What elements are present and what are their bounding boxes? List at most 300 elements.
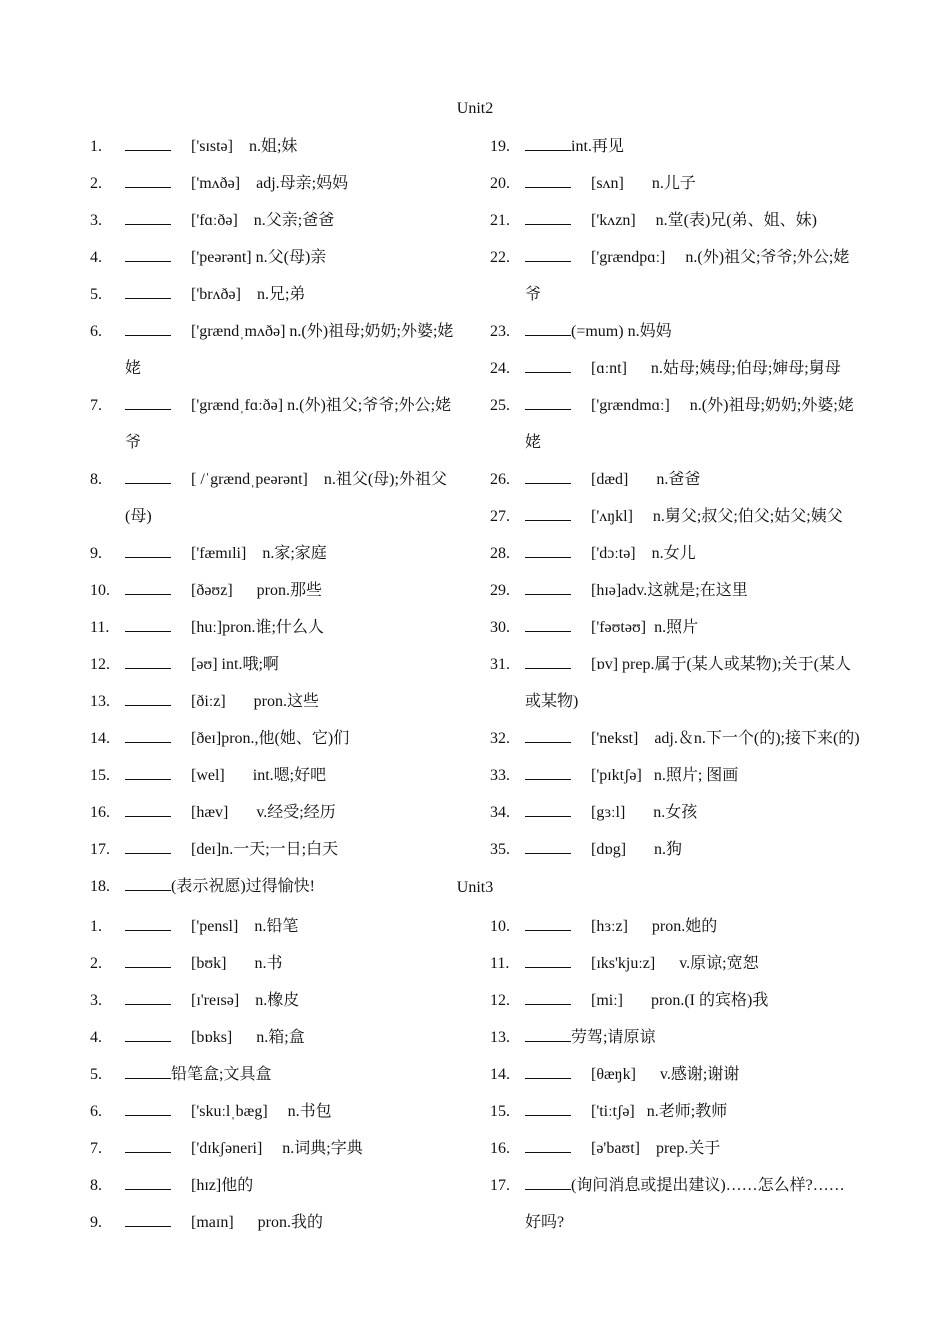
- entry-body: [125, 609, 460, 646]
- entry-body: [125, 646, 460, 683]
- vocab-entry: [490, 239, 860, 313]
- answer-blank[interactable]: [525, 243, 571, 262]
- entry-number: 1.: [90, 918, 102, 935]
- vocab-entry: [90, 683, 460, 720]
- unit3-left-column: [90, 908, 460, 1241]
- entry-number: 2.: [90, 955, 102, 972]
- meaning: (=mum) n.妈妈: [571, 323, 672, 340]
- vocab-entry: [90, 239, 460, 276]
- answer-blank[interactable]: [525, 391, 571, 410]
- entry-body: [525, 757, 860, 794]
- meaning: n.(外)祖母;奶奶;外婆;姥姥: [525, 397, 854, 451]
- entry-body: [525, 239, 860, 313]
- entry-number: 24.: [490, 360, 510, 377]
- phonetic: [ɒv]: [591, 656, 623, 673]
- entry-body: [525, 945, 860, 982]
- vocab-entry: [90, 720, 460, 757]
- entry-number: 25.: [490, 397, 510, 414]
- entry-number: 27.: [490, 508, 510, 525]
- phonetic: ['pɪktʃə]: [591, 767, 654, 784]
- phonetic: [ɪ'reɪsə]: [191, 992, 256, 1009]
- meaning: n.铅笔: [254, 918, 299, 935]
- phonetic: [ðeɪ]: [191, 730, 222, 747]
- entry-body: [125, 1167, 460, 1204]
- entry-number: 33.: [490, 767, 510, 784]
- meaning: v.原谅;宽恕: [679, 955, 759, 972]
- answer-blank[interactable]: [125, 1171, 171, 1190]
- vocab-entry: [90, 1167, 460, 1204]
- answer-blank[interactable]: [525, 539, 571, 558]
- answer-blank[interactable]: [125, 687, 171, 706]
- meaning: n.儿子: [651, 175, 696, 192]
- meaning: v.感谢;谢谢: [659, 1066, 740, 1083]
- answer-blank[interactable]: [125, 798, 171, 817]
- entry-body: [525, 387, 860, 461]
- vocab-entry: [90, 1130, 460, 1167]
- meaning: int.哦;啊: [221, 656, 279, 673]
- phonetic: [huː]: [191, 619, 223, 636]
- entry-number: 12.: [90, 656, 110, 673]
- meaning: n.祖父(母);外祖父(母): [125, 471, 447, 525]
- entry-body: [125, 461, 460, 535]
- vocab-entry: [490, 609, 860, 646]
- entry-number: 4.: [90, 249, 102, 266]
- unit2-title: Unit2: [456, 100, 494, 117]
- phonetic: [ə'baʊt]: [591, 1140, 656, 1157]
- phonetic: ['fəʊtəʊ]: [591, 619, 655, 636]
- phonetic: [hɪz]: [191, 1177, 222, 1194]
- vocab-entry: [90, 387, 460, 461]
- entry-number: 19.: [490, 138, 510, 155]
- meaning: n.堂(表)兄(弟、姐、妹): [655, 212, 817, 229]
- meaning: n.老师;教师: [646, 1103, 728, 1120]
- entry-body: [125, 1204, 460, 1241]
- vocab-entry: [490, 720, 860, 757]
- meaning: pron.谁;什么人: [222, 619, 324, 636]
- entry-body: [525, 908, 860, 945]
- phonetic: [ɪks'kjuːz]: [591, 955, 680, 972]
- entry-body: [125, 572, 460, 609]
- answer-blank[interactable]: [125, 1097, 171, 1116]
- vocab-entry: [490, 1130, 860, 1167]
- entry-body: [125, 128, 460, 165]
- entry-number: 3.: [90, 212, 102, 229]
- vocab-entry: [90, 1056, 460, 1093]
- entry-number: 15.: [490, 1103, 510, 1120]
- entry-body: [125, 276, 460, 313]
- vocab-entry: [90, 794, 460, 831]
- answer-blank[interactable]: [525, 798, 571, 817]
- answer-blank[interactable]: [525, 949, 571, 968]
- meaning: n.姐;妹: [248, 138, 298, 155]
- answer-blank[interactable]: [525, 650, 571, 669]
- vocab-entry: [490, 1093, 860, 1130]
- unit2-right-column: [490, 128, 860, 868]
- entry-number: 29.: [490, 582, 510, 599]
- meaning: (询问消息或提出建议)……怎么样?……好吗?: [525, 1177, 845, 1231]
- entry-number: 35.: [490, 841, 510, 858]
- meaning: n.一天;一日;白天: [221, 841, 339, 858]
- entry-number: 16.: [90, 804, 110, 821]
- answer-blank[interactable]: [525, 761, 571, 780]
- entry-number: 12.: [490, 992, 510, 1009]
- entry-number: 32.: [490, 730, 510, 747]
- vocab-entry: [90, 202, 460, 239]
- entry-body: [525, 572, 860, 609]
- entry-body: [525, 535, 860, 572]
- entry-body: [125, 1093, 460, 1130]
- meaning: n.箱;盒: [256, 1029, 305, 1046]
- vocab-entry: [490, 945, 860, 982]
- entry-number: 13.: [90, 693, 110, 710]
- vocab-entry: [490, 461, 860, 498]
- entry-number: 17.: [90, 841, 110, 858]
- answer-blank[interactable]: [525, 613, 571, 632]
- vocab-entry: [90, 831, 460, 868]
- meaning: n.狗: [654, 841, 683, 858]
- meaning: n.照片; 图画: [653, 767, 739, 784]
- answer-blank[interactable]: [525, 1171, 571, 1190]
- entry-body: [525, 720, 860, 757]
- meaning: int.再见: [571, 138, 624, 155]
- meaning: pron.她的: [651, 918, 718, 935]
- meaning: v.经受;经历: [256, 804, 336, 821]
- entry-number: 14.: [90, 730, 110, 747]
- vocab-entry: [90, 757, 460, 794]
- vocab-entry: [90, 572, 460, 609]
- answer-blank[interactable]: [125, 613, 171, 632]
- vocab-entry: [490, 1167, 860, 1241]
- entry-body: [525, 350, 860, 387]
- entry-number: 7.: [90, 397, 102, 414]
- answer-blank[interactable]: [125, 317, 171, 336]
- phonetic: [wel]: [191, 767, 253, 784]
- vocab-entry: [490, 646, 860, 720]
- meaning: pron.,他(她、它)们: [221, 730, 350, 747]
- vocab-entry: [90, 945, 460, 982]
- phonetic: ['dɔːtə]: [591, 545, 652, 562]
- entry-number: 2.: [90, 175, 102, 192]
- answer-blank[interactable]: [525, 502, 571, 521]
- vocab-entry: [90, 461, 460, 535]
- entry-body: [525, 461, 860, 498]
- entry-number: 21.: [490, 212, 510, 229]
- entry-number: 14.: [490, 1066, 510, 1083]
- phonetic: ['kʌzn]: [591, 212, 656, 229]
- vocab-entry: [490, 128, 860, 165]
- answer-blank[interactable]: [125, 1134, 171, 1153]
- phonetic: ['brʌðə]: [191, 286, 257, 303]
- vocab-entry: [490, 313, 860, 350]
- entry-number: 15.: [90, 767, 110, 784]
- entry-body: [125, 1019, 460, 1056]
- vocab-entry: [490, 202, 860, 239]
- answer-blank[interactable]: [125, 986, 171, 1005]
- vocab-entry: [490, 1019, 860, 1056]
- vocab-entry: [90, 1204, 460, 1241]
- answer-blank[interactable]: [525, 576, 571, 595]
- entry-body: [125, 794, 460, 831]
- phonetic: [ðiːz]: [191, 693, 254, 710]
- entry-body: [125, 831, 460, 868]
- answer-blank[interactable]: [525, 1060, 571, 1079]
- phonetic: ['peərənt]: [191, 249, 256, 266]
- vocab-entry: [90, 609, 460, 646]
- phonetic: ['grændmɑː]: [591, 397, 690, 414]
- entry-number: 7.: [90, 1140, 102, 1157]
- phonetic: [əʊ]: [191, 656, 222, 673]
- meaning: pron.(I 的宾格)我: [651, 992, 769, 1009]
- entry-number: 11.: [490, 955, 510, 972]
- meaning: n.女孩: [653, 804, 698, 821]
- answer-blank[interactable]: [125, 465, 171, 484]
- vocab-entry: [90, 128, 460, 165]
- meaning: n.家;家庭: [262, 545, 327, 562]
- phonetic: [ɑːnt]: [591, 360, 651, 377]
- phonetic: [hæv]: [191, 804, 257, 821]
- phonetic: [miː]: [591, 992, 651, 1009]
- phonetic: [dɒg]: [591, 841, 655, 858]
- meaning: adj.母亲;妈妈: [256, 175, 349, 192]
- entry-number: 1.: [90, 138, 102, 155]
- answer-blank[interactable]: [125, 724, 171, 743]
- phonetic: [deɪ]: [191, 841, 222, 858]
- vocab-entry: [90, 982, 460, 1019]
- vocab-entry: [490, 350, 860, 387]
- entry-body: [525, 831, 860, 868]
- phonetic: ['dɪkʃəneri]: [191, 1140, 283, 1157]
- answer-blank[interactable]: [125, 132, 171, 151]
- meaning: int.嗯;好吧: [252, 767, 327, 784]
- meaning: adj.＆n.下一个(的);接下来(的): [654, 730, 860, 747]
- entry-number: 16.: [490, 1140, 510, 1157]
- meaning: n.照片: [654, 619, 699, 636]
- meaning: adv.这就是;在这里: [621, 582, 748, 599]
- unit3-title: Unit3: [456, 879, 494, 896]
- entry-body: [525, 982, 860, 1019]
- entry-body: [125, 387, 460, 461]
- answer-blank[interactable]: [525, 724, 571, 743]
- meaning: pron.这些: [253, 693, 319, 710]
- entry-body: [125, 720, 460, 757]
- entry-number: 5.: [90, 286, 102, 303]
- answer-blank[interactable]: [525, 317, 571, 336]
- answer-blank[interactable]: [125, 835, 171, 854]
- entry-body: [525, 498, 860, 535]
- entry-number: 10.: [490, 918, 510, 935]
- entry-number: 6.: [90, 1103, 102, 1120]
- phonetic: ['mʌðə]: [191, 175, 257, 192]
- meaning: pron.我的: [257, 1214, 323, 1231]
- phonetic: [hɪə]: [591, 582, 622, 599]
- meaning: n.书包: [287, 1103, 332, 1120]
- entry-number: 10.: [90, 582, 110, 599]
- phonetic: ['grændˌfɑːðə]: [191, 397, 288, 414]
- entry-number: 20.: [490, 175, 510, 192]
- entry-body: [525, 1130, 860, 1167]
- phonetic: [ /ˈgrændˌpeərənt]: [191, 471, 324, 488]
- entry-body: [525, 313, 860, 350]
- answer-blank[interactable]: [525, 912, 571, 931]
- answer-blank[interactable]: [525, 1097, 571, 1116]
- meaning: n.爸爸: [656, 471, 701, 488]
- vocab-entry: [490, 794, 860, 831]
- entry-body: [525, 794, 860, 831]
- meaning: pron.那些: [256, 582, 322, 599]
- meaning: n.(外)祖父;爷爷;外公;姥爷: [125, 397, 452, 451]
- meaning: n.父亲;爸爸: [253, 212, 335, 229]
- phonetic: [maɪn]: [191, 1214, 258, 1231]
- entry-body: [125, 1056, 460, 1093]
- entry-body: [125, 683, 460, 720]
- entry-number: 11.: [90, 619, 110, 636]
- phonetic: ['grændˌmʌðə]: [191, 323, 290, 340]
- answer-blank[interactable]: [125, 206, 171, 225]
- phonetic: [hɜːz]: [591, 918, 652, 935]
- entry-body: [125, 982, 460, 1019]
- entry-number: 28.: [490, 545, 510, 562]
- answer-blank[interactable]: [525, 465, 571, 484]
- entry-body: [525, 128, 860, 165]
- vocab-entry: [490, 165, 860, 202]
- vocab-entry: [90, 276, 460, 313]
- entry-body: [525, 646, 860, 720]
- entry-body: [125, 239, 460, 276]
- answer-blank[interactable]: [125, 650, 171, 669]
- answer-blank[interactable]: [125, 1023, 171, 1042]
- meaning: (表示祝愿)过得愉快!: [171, 878, 315, 895]
- vocab-entry: [490, 908, 860, 945]
- vocab-entry: [90, 1093, 460, 1130]
- answer-blank[interactable]: [125, 761, 171, 780]
- vocab-entry: [90, 535, 460, 572]
- entry-number: 23.: [490, 323, 510, 340]
- meaning: 铅笔盒;文具盒: [171, 1066, 272, 1083]
- entry-number: 5.: [90, 1066, 102, 1083]
- entry-body: [525, 165, 860, 202]
- entry-body: [525, 202, 860, 239]
- vocab-entry: [490, 831, 860, 868]
- meaning: n.兄;弟: [256, 286, 306, 303]
- meaning: n.舅父;叔父;伯父;姑父;姨父: [652, 508, 843, 525]
- entry-number: 8.: [90, 471, 102, 488]
- entry-body: [125, 757, 460, 794]
- entry-number: 6.: [90, 323, 102, 340]
- entry-body: [125, 313, 460, 387]
- vocab-entry: [490, 982, 860, 1019]
- meaning: n.(外)祖父;爷爷;外公;姥爷: [525, 249, 850, 303]
- phonetic: [ðəʊz]: [191, 582, 257, 599]
- entry-body: [525, 609, 860, 646]
- meaning: prep.属于(某人或某物);关于(某人或某物): [525, 656, 851, 710]
- phonetic: ['grændpɑː]: [591, 249, 686, 266]
- phonetic: [gɜːl]: [591, 804, 654, 821]
- answer-blank[interactable]: [525, 986, 571, 1005]
- answer-blank[interactable]: [525, 1023, 571, 1042]
- vocab-entry: [490, 572, 860, 609]
- answer-blank[interactable]: [125, 243, 171, 262]
- entry-number: 3.: [90, 992, 102, 1009]
- answer-blank[interactable]: [125, 169, 171, 188]
- answer-blank[interactable]: [125, 539, 171, 558]
- answer-blank[interactable]: [525, 835, 571, 854]
- meaning: n.姑母;姨母;伯母;婶母;舅母: [650, 360, 841, 377]
- unit2-left-column: [90, 128, 460, 905]
- phonetic: [θæŋk]: [591, 1066, 660, 1083]
- vocab-entry: [90, 908, 460, 945]
- phonetic: [sʌn]: [591, 175, 652, 192]
- answer-blank[interactable]: [125, 576, 171, 595]
- answer-blank[interactable]: [525, 169, 571, 188]
- phonetic: ['fæmɪli]: [191, 545, 263, 562]
- meaning: n.女儿: [651, 545, 696, 562]
- meaning: n.父(母)亲: [255, 249, 327, 266]
- entry-body: [125, 945, 460, 982]
- meaning: n.(外)祖母;奶奶;外婆;姥姥: [125, 323, 454, 377]
- meaning: prep.关于: [655, 1140, 721, 1157]
- vocab-entry: [490, 387, 860, 461]
- entry-number: 17.: [490, 1177, 510, 1194]
- answer-blank[interactable]: [125, 949, 171, 968]
- entry-body: [125, 908, 460, 945]
- phonetic: ['tiːtʃə]: [591, 1103, 647, 1120]
- answer-blank[interactable]: [525, 206, 571, 225]
- entry-body: [525, 1056, 860, 1093]
- answer-blank[interactable]: [125, 1060, 171, 1079]
- entry-body: [125, 165, 460, 202]
- vocab-entry: [490, 757, 860, 794]
- entry-number: 22.: [490, 249, 510, 266]
- entry-number: 8.: [90, 1177, 102, 1194]
- entry-number: 4.: [90, 1029, 102, 1046]
- phonetic: ['ʌŋkl]: [591, 508, 653, 525]
- entry-number: 30.: [490, 619, 510, 636]
- answer-blank[interactable]: [125, 912, 171, 931]
- phonetic: [dæd]: [591, 471, 657, 488]
- answer-blank[interactable]: [125, 391, 171, 410]
- meaning: n.词典;字典: [282, 1140, 363, 1157]
- answer-blank[interactable]: [525, 354, 571, 373]
- meaning: 他的: [221, 1177, 254, 1194]
- entry-number: 13.: [490, 1029, 510, 1046]
- meaning: n.橡皮: [255, 992, 300, 1009]
- phonetic: [bɒks]: [191, 1029, 257, 1046]
- phonetic: ['nekst]: [591, 730, 655, 747]
- answer-blank[interactable]: [125, 280, 171, 299]
- phonetic: ['pensl]: [191, 918, 255, 935]
- entry-number: 31.: [490, 656, 510, 673]
- entry-number: 34.: [490, 804, 510, 821]
- entry-number: 26.: [490, 471, 510, 488]
- entry-body: [125, 535, 460, 572]
- entry-body: [525, 1093, 860, 1130]
- phonetic: [bʊk]: [191, 955, 255, 972]
- answer-blank[interactable]: [125, 1208, 171, 1227]
- phonetic: ['sɪstə]: [191, 138, 249, 155]
- meaning: n.书: [254, 955, 283, 972]
- entry-body: [525, 1019, 860, 1056]
- entry-body: [125, 202, 460, 239]
- entry-number: 18.: [90, 878, 110, 895]
- unit3-right-column: [490, 908, 860, 1241]
- phonetic: ['fɑːðə]: [191, 212, 254, 229]
- answer-blank[interactable]: [525, 1134, 571, 1153]
- vocab-entry: [490, 1056, 860, 1093]
- entry-number: 9.: [90, 1214, 102, 1231]
- answer-blank[interactable]: [525, 132, 571, 151]
- phonetic: ['skuːlˌbæg]: [191, 1103, 288, 1120]
- vocab-entry: [90, 165, 460, 202]
